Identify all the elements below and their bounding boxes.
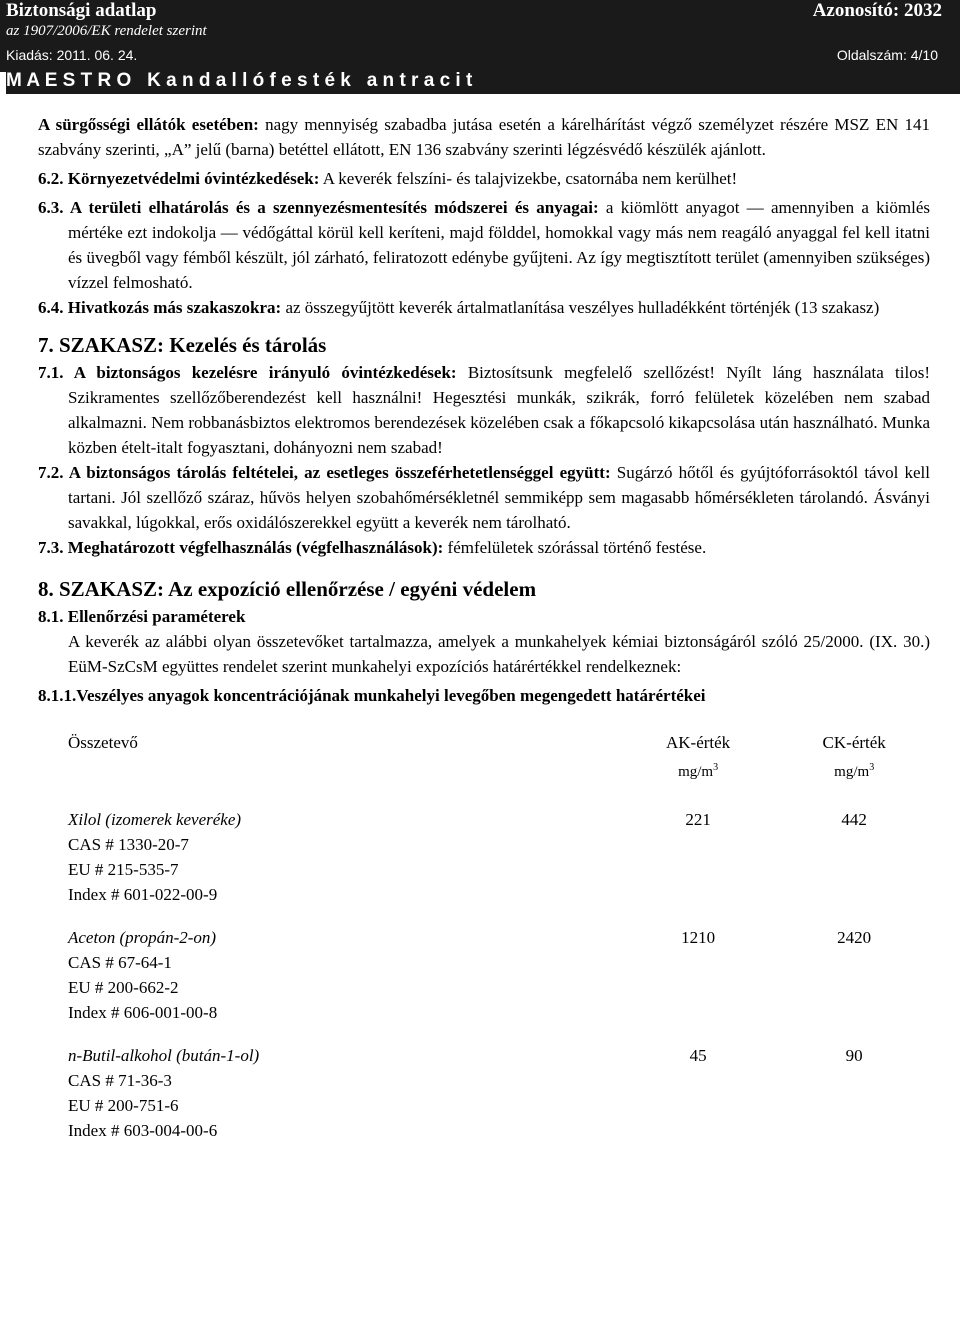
component-name: Aceton (propán-2-on) xyxy=(68,928,217,947)
section-number: 6.2. xyxy=(38,169,64,188)
subsection-8-1-1-heading: 8.1.1.Veszélyes anyagok koncentrációjának munkahelyi levegőben megengedett határértékei xyxy=(38,686,706,705)
unit-label xyxy=(834,764,874,780)
bold-label: A biztonságos tárolás feltételei, az esetleges összeférhetetlenséggel együtt: xyxy=(63,463,611,482)
bold-label: A biztonságos kezelésre irányuló óvintézkedések: xyxy=(63,363,457,382)
page-number: Oldalszám: 4/10 xyxy=(836,47,938,63)
paragraph-7-3 xyxy=(38,535,930,560)
paragraph-6-3 xyxy=(38,195,930,295)
paragraph-text: a kiömlött anyagot — amennyiben a kiömlés mértéke ezt indokolja — védőgáttal körül kell keríteni, majd földdel, homokkal vagy más nem reagáló anyaggal fel kell itatni és üvegből vagy fémből készült, jól zárható, feliratozott edénybe gyűjteni. Az így megtisztított terület (amennyiben szükséges) vízzel felmosható. xyxy=(68,198,931,292)
bold-label: Hivatkozás más szakaszokra: xyxy=(63,298,282,317)
unit-label xyxy=(678,764,718,780)
limit-values-table xyxy=(38,730,930,1143)
paragraph-text: az összegyűjtött keverék ártalmatlanítása veszélyes hulladékként történjék (13 szakasz) xyxy=(281,298,880,317)
document-header xyxy=(0,0,960,72)
bold-label: A sürgősségi ellátók esetében: xyxy=(38,115,259,134)
bold-label: Meghatározott végfelhasználás (végfelhasználások): xyxy=(63,538,444,557)
section-number: 7.2. xyxy=(38,463,64,482)
document-title: Biztonsági adatlap xyxy=(6,0,157,21)
column-header-label: AK-érték xyxy=(665,733,731,752)
paragraph-6-4 xyxy=(38,295,930,320)
section-number: 6.4. xyxy=(38,298,64,317)
paragraph-text: Biztosítsunk megfelelő szellőzést! Nyílt láng használata tilos! Szikramentes szellőzőberendezést kell használni! Hegesztési munkák, szikrák, forró felületek közelében nem szabad alkalmazni. Nem robbanásbiztos elektromos berendezések közelében csak a főkapcsoló kikapcsolása után használható. Munka közben ételt-italt fogyasztani, dohányozni nem szabad! xyxy=(68,363,931,457)
table-row xyxy=(38,1043,930,1143)
document-body xyxy=(38,112,930,1143)
regulation-text: az 1907/2006/EK rendelet szerint xyxy=(6,23,207,39)
eu-number: EU # 200-662-2 xyxy=(68,978,179,997)
product-bar xyxy=(6,68,960,94)
index-number: Index # 606-001-00-8 xyxy=(68,1003,218,1022)
component-cell xyxy=(38,807,618,907)
ak-value: 1210 xyxy=(681,928,716,947)
unit-text: mg/m xyxy=(678,764,714,780)
bold-label: Környezetvédelmi óvintézkedések: xyxy=(63,169,320,188)
unit-text: mg/m xyxy=(834,764,870,780)
bold-label: A területi elhatárolás és a szennyezésmentesítés módszerei és anyagai: xyxy=(63,198,599,217)
index-number: Index # 601-022-00-9 xyxy=(68,885,218,904)
paragraph-6-1 xyxy=(38,112,930,162)
issue-date: Kiadás: 2011. 06. 24. xyxy=(6,47,138,63)
paragraph-text: nagy mennyiség szabadba jutása esetén a kárelhárítást végző személyzet részére MSZ EN 141 szabvány szerinti, „A” jelű (barna) betéttel ellátott, EN 136 szabvány szerinti légzésvédő készülék ajánlott. xyxy=(38,115,930,159)
section-number: 7.3. xyxy=(38,538,64,557)
ck-value: 90 xyxy=(845,1046,863,1065)
paragraph-7-1 xyxy=(38,360,930,460)
ak-value: 221 xyxy=(685,810,711,829)
section-number: 7.1. xyxy=(38,363,64,382)
eu-number: EU # 215-535-7 xyxy=(68,860,179,879)
paragraph-text: fémfelületek szórással történő festése. xyxy=(443,538,707,557)
eu-number: EU # 200-751-6 xyxy=(68,1096,179,1115)
document-id: Azonosító: 2032 xyxy=(812,0,942,21)
section-7-heading: 7. SZAKASZ: Kezelés és tárolás xyxy=(38,333,327,357)
component-name: n-Butil-alkohol (bután-1-ol) xyxy=(68,1046,260,1065)
ck-value: 442 xyxy=(841,810,867,829)
section-number: 6.3. xyxy=(38,198,64,217)
component-cell xyxy=(38,1043,618,1143)
paragraph-text: Sugárzó hőtől és gyújtóforrásoktól távol kell tartani. Jól szellőző száraz, hűvös helyen szobahőmérsékletnél semmiképp sem magasabb hőmérsékleten tárolandó. Ásványi savakkal, lúgokkal, erős oxidálószerekkel együtt a keverék nem tárolható. xyxy=(68,463,930,532)
column-header: Összetevő xyxy=(68,733,138,752)
column-header xyxy=(778,730,930,785)
product-name: M A E S T R O K a n d a l l ó f e s t é k a n t r a c i t xyxy=(6,70,473,91)
column-header xyxy=(618,730,779,785)
component-name: Xilol (izomerek keveréke) xyxy=(68,810,242,829)
index-number: Index # 603-004-00-6 xyxy=(68,1121,218,1140)
table-row xyxy=(38,925,930,1025)
ck-value: 2420 xyxy=(837,928,872,947)
component-cell xyxy=(38,925,618,1025)
paragraph-text: A keverék felszíni- és talajvizekbe, csatornába nem kerülhet! xyxy=(319,169,738,188)
column-header-label: CK-érték xyxy=(822,733,886,752)
paragraph-7-2 xyxy=(38,460,930,535)
ak-value: 45 xyxy=(689,1046,707,1065)
subsection-8-1-heading: 8.1. Ellenőrzési paraméterek xyxy=(38,607,246,626)
table-header-row xyxy=(38,730,930,785)
paragraph-8-1: A keverék az alábbi olyan összetevőket tartalmazza, amelyek a munkahelyek kémiai biztonságáról szóló 25/2000. (IX. 30.) EüM-SzCsM együttes rendelet szerint munkahelyi expozíciós határértékkel rendelkeznek: xyxy=(68,632,930,676)
cas-number: CAS # 1330-20-7 xyxy=(68,835,189,854)
paragraph-6-2 xyxy=(38,166,930,191)
cas-number: CAS # 67-64-1 xyxy=(68,953,172,972)
section-8-heading: 8. SZAKASZ: Az expozíció ellenőrzése / egyéni védelem xyxy=(38,577,537,601)
table-row xyxy=(38,807,930,907)
unit-exponent: 3 xyxy=(869,762,875,773)
cas-number: CAS # 71-36-3 xyxy=(68,1071,172,1090)
unit-exponent: 3 xyxy=(713,762,719,773)
